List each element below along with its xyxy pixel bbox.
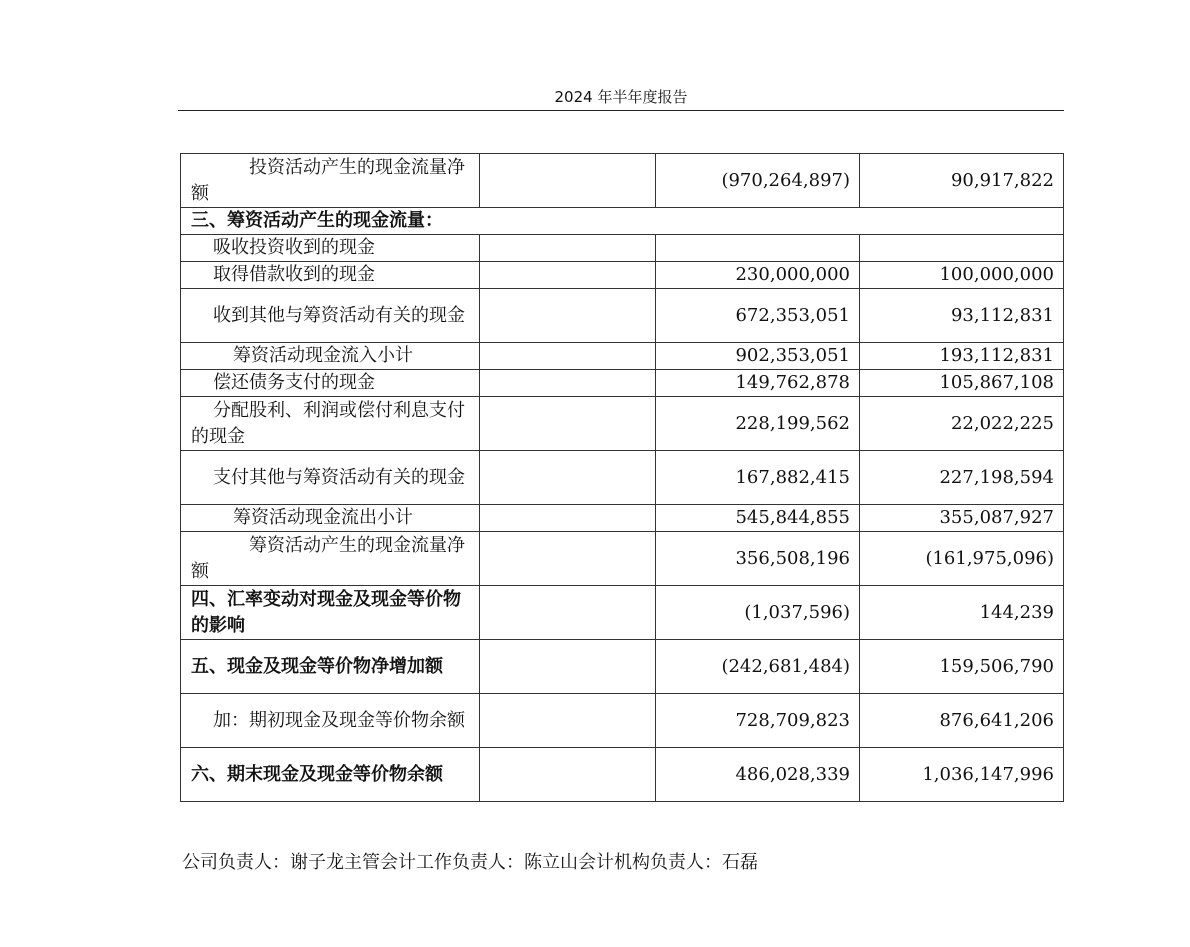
current-period-value: (970,264,897) [656,154,860,208]
row-label: 取得借款收到的现金 [181,262,480,289]
prior-period-value: 876,641,206 [860,694,1064,748]
current-period-value: 902,353,051 [656,343,860,370]
table-row [181,154,1064,208]
prior-period-value: 144,239 [860,586,1064,640]
note-cell [480,262,656,289]
note-cell [480,748,656,802]
current-period-value: 356,508,196 [656,532,860,586]
prior-period-value: 105,867,108 [860,370,1064,397]
row-label: 加：期初现金及现金等价物余额 [181,694,480,748]
current-period-value: 149,762,878 [656,370,860,397]
table-row [181,748,1064,802]
row-label: 吸收投资收到的现金 [181,235,480,262]
report-title: 2024 年半年度报告 [554,88,688,106]
row-label: 偿还债务支付的现金 [181,370,480,397]
table-row [181,397,1064,451]
row-label: 投资活动产生的现金流量净额 [181,154,480,208]
row-label: 筹资活动产生的现金流量净额 [181,532,480,586]
current-period-value: 228,199,562 [656,397,860,451]
note-cell [480,289,656,343]
prior-period-value: 22,022,225 [860,397,1064,451]
current-period-value: 167,882,415 [656,451,860,505]
row-label: 四、汇率变动对现金及现金等价物的影响 [181,586,480,640]
note-cell [480,505,656,532]
current-period-value: 230,000,000 [656,262,860,289]
row-label: 筹资活动现金流出小计 [181,505,480,532]
section-header-row [181,208,1064,235]
prior-period-value: 227,198,594 [860,451,1064,505]
row-label: 收到其他与筹资活动有关的现金 [181,289,480,343]
current-period-value: 486,028,339 [656,748,860,802]
table-row [181,289,1064,343]
prior-period-value [860,235,1064,262]
prior-period-value: 159,506,790 [860,640,1064,694]
row-label: 分配股利、利润或偿付利息支付的现金 [181,397,480,451]
current-period-value: 545,844,855 [656,505,860,532]
table-row [181,532,1064,586]
note-cell [480,397,656,451]
cash-flow-table-body [181,154,1064,802]
row-label: 筹资活动现金流入小计 [181,343,480,370]
row-label: 六、期末现金及现金等价物余额 [181,748,480,802]
row-label: 三、筹资活动产生的现金流量： [181,208,1064,235]
row-label: 支付其他与筹资活动有关的现金 [181,451,480,505]
table-row [181,505,1064,532]
table-row [181,235,1064,262]
prior-period-value: 355,087,927 [860,505,1064,532]
table-row [181,640,1064,694]
current-period-value [656,235,860,262]
current-period-value: (1,037,596) [656,586,860,640]
note-cell [480,451,656,505]
table-row [181,586,1064,640]
note-cell [480,154,656,208]
current-period-value: 672,353,051 [656,289,860,343]
note-cell [480,343,656,370]
signatories-line [182,848,758,878]
prior-period-value: (161,975,096) [860,532,1064,586]
prior-period-value: 1,036,147,996 [860,748,1064,802]
prior-period-value: 90,917,822 [860,154,1064,208]
current-period-value: (242,681,484) [656,640,860,694]
table-row [181,451,1064,505]
cash-flow-table [180,153,1064,802]
note-cell [480,694,656,748]
prior-period-value: 100,000,000 [860,262,1064,289]
row-label: 五、现金及现金等价物净增加额 [181,640,480,694]
note-cell [480,532,656,586]
prior-period-value: 93,112,831 [860,289,1064,343]
page-header [178,86,1064,111]
note-cell [480,370,656,397]
prior-period-value: 193,112,831 [860,343,1064,370]
table-row [181,343,1064,370]
note-cell [480,640,656,694]
current-period-value: 728,709,823 [656,694,860,748]
table-row [181,370,1064,397]
note-cell [480,586,656,640]
signatories-text: 公司负责人：谢子龙主管会计工作负责人：陈立山会计机构负责人：石磊 [182,852,758,873]
table-row [181,694,1064,748]
note-cell [480,235,656,262]
table-row [181,262,1064,289]
